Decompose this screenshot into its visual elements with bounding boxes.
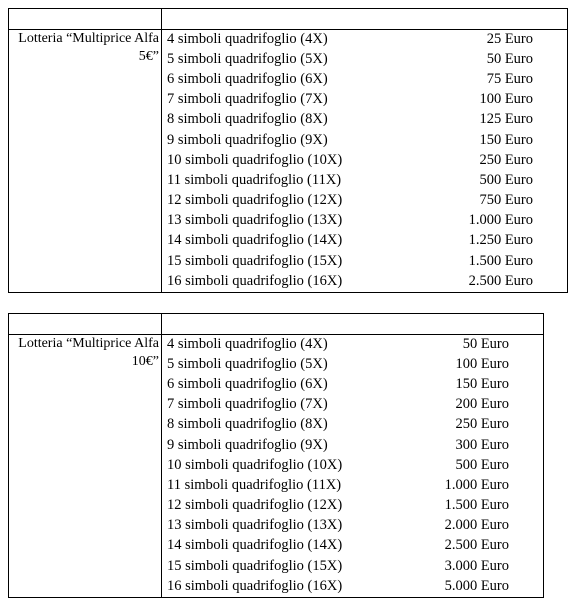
symbols-cell: 9 simboli quadrifoglio (9X) (167, 436, 328, 453)
table-row (167, 110, 567, 130)
prize-rows (167, 29, 567, 291)
symbols-cell: 16 simboli quadrifoglio (16X) (167, 272, 343, 289)
symbols-cell: 4 simboli quadrifoglio (4X) (167, 30, 328, 47)
symbols-cell: 12 simboli quadrifoglio (12X) (167, 192, 343, 209)
prize-cell: 500 Euro (455, 456, 509, 473)
prize-cell: 300 Euro (455, 436, 509, 453)
symbols-cell: 10 simboli quadrifoglio (10X) (167, 151, 343, 168)
table-row (167, 576, 543, 596)
table-row (167, 29, 567, 49)
symbols-cell: 16 simboli quadrifoglio (16X) (167, 577, 343, 594)
table-row (167, 354, 543, 374)
symbols-cell: 4 simboli quadrifoglio (4X) (167, 335, 328, 352)
prize-cell: 50 Euro (486, 50, 533, 67)
prize-cell: 150 Euro (455, 375, 509, 392)
symbols-cell: 5 simboli quadrifoglio (5X) (167, 50, 328, 67)
symbols-cell: 10 simboli quadrifoglio (10X) (167, 456, 343, 473)
table-row (167, 191, 567, 211)
table-row (167, 334, 543, 354)
prize-cell: 250 Euro (479, 151, 533, 168)
table-header-row (9, 9, 567, 30)
prize-cell: 125 Euro (479, 111, 533, 128)
prize-cell: 50 Euro (462, 335, 509, 352)
prize-cell: 1.000 Euro (468, 212, 533, 229)
symbols-cell: 11 simboli quadrifoglio (11X) (167, 476, 342, 493)
prize-cell: 1.500 Euro (444, 497, 509, 514)
table-row (167, 435, 543, 455)
symbols-cell: 15 simboli quadrifoglio (15X) (167, 557, 343, 574)
table-row (167, 231, 567, 251)
table-row (167, 49, 567, 69)
table-row (167, 251, 567, 271)
symbols-cell: 13 simboli quadrifoglio (13X) (167, 212, 343, 229)
table-row (167, 69, 567, 89)
table-row (167, 211, 567, 231)
table-row (167, 90, 567, 110)
prize-cell: 100 Euro (479, 91, 533, 108)
symbols-cell: 6 simboli quadrifoglio (6X) (167, 70, 328, 87)
table-row (167, 415, 543, 435)
table-row (167, 496, 543, 516)
symbols-cell: 9 simboli quadrifoglio (9X) (167, 131, 328, 148)
table-row (167, 455, 543, 475)
lottery-name: Lotteria “Multiprice Alfa 10€” (18, 336, 159, 369)
table-row (167, 556, 543, 576)
symbols-cell: 14 simboli quadrifoglio (14X) (167, 537, 343, 554)
symbols-cell: 8 simboli quadrifoglio (8X) (167, 416, 328, 433)
prize-cell: 500 Euro (479, 171, 533, 188)
prize-cell: 150 Euro (479, 131, 533, 148)
symbols-cell: 8 simboli quadrifoglio (8X) (167, 111, 328, 128)
symbols-cell: 12 simboli quadrifoglio (12X) (167, 497, 343, 514)
symbols-cell: 13 simboli quadrifoglio (13X) (167, 517, 343, 534)
prize-table-10-euro (8, 313, 544, 598)
prize-cell: 5.000 Euro (444, 577, 509, 594)
table-row (167, 536, 543, 556)
column-divider (161, 9, 162, 292)
symbols-cell: 7 simboli quadrifoglio (7X) (167, 91, 328, 108)
table-row (167, 150, 567, 170)
table-row (167, 271, 567, 291)
table-row (167, 395, 543, 415)
prize-cell: 2.000 Euro (444, 517, 509, 534)
prize-rows (167, 334, 543, 596)
prize-cell: 100 Euro (455, 355, 509, 372)
table-row (167, 374, 543, 394)
prize-cell: 1.500 Euro (468, 252, 533, 269)
prize-cell: 2.500 Euro (444, 537, 509, 554)
column-divider (161, 314, 162, 597)
table-row (167, 170, 567, 190)
lottery-name: Lotteria “Multiprice Alfa 5€” (18, 31, 159, 64)
prize-cell: 3.000 Euro (444, 557, 509, 574)
symbols-cell: 7 simboli quadrifoglio (7X) (167, 396, 328, 413)
prize-cell: 250 Euro (455, 416, 509, 433)
prize-cell: 2.500 Euro (468, 272, 533, 289)
symbols-cell: 14 simboli quadrifoglio (14X) (167, 232, 343, 249)
symbols-cell: 11 simboli quadrifoglio (11X) (167, 171, 342, 188)
prize-cell: 25 Euro (486, 30, 533, 47)
prize-cell: 75 Euro (486, 70, 533, 87)
prize-cell: 750 Euro (479, 192, 533, 209)
symbols-cell: 5 simboli quadrifoglio (5X) (167, 355, 328, 372)
prize-cell: 200 Euro (455, 396, 509, 413)
symbols-cell: 15 simboli quadrifoglio (15X) (167, 252, 343, 269)
prize-table-5-euro (8, 8, 568, 293)
table-row (167, 130, 567, 150)
symbols-cell: 6 simboli quadrifoglio (6X) (167, 375, 328, 392)
prize-cell: 1.250 Euro (468, 232, 533, 249)
table-header-row (9, 314, 543, 335)
table-row (167, 475, 543, 495)
prize-cell: 1.000 Euro (444, 476, 509, 493)
table-row (167, 516, 543, 536)
